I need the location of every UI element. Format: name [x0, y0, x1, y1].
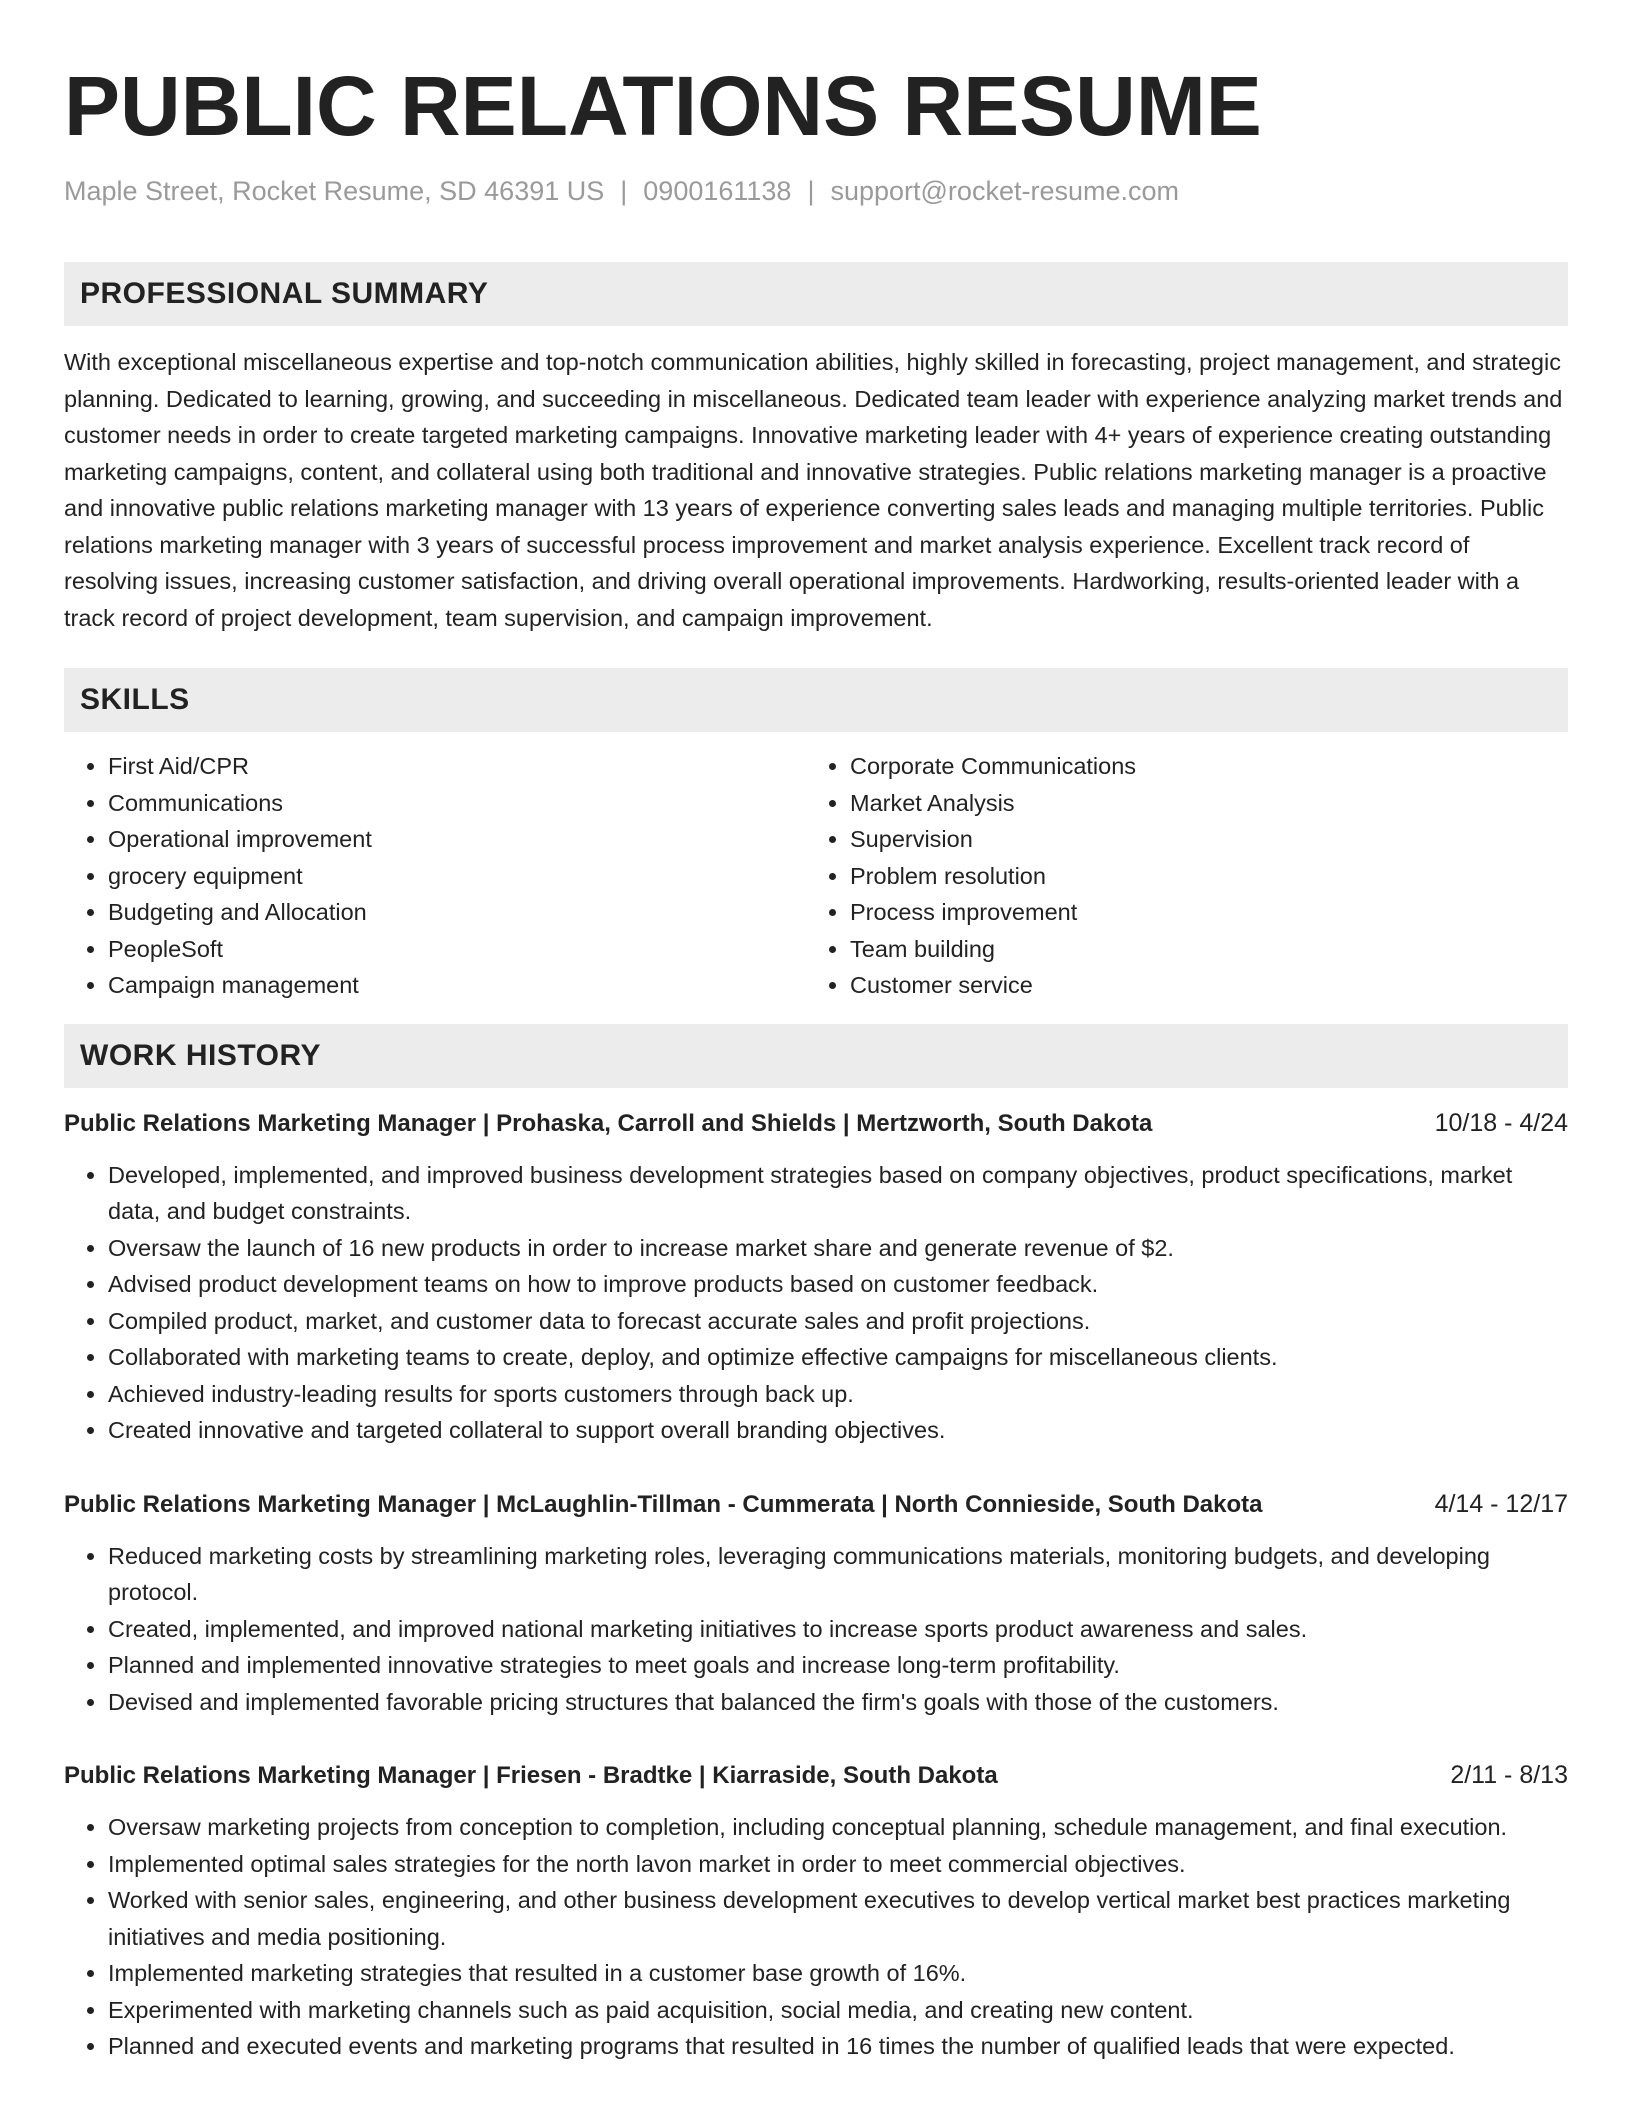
job-bullet: • Oversaw the launch of 16 new products in order to increase market share and generate revenue of $2. — [108, 1230, 1568, 1267]
job-bullet: • Planned and executed events and marketing programs that resulted in 16 times the number of qualified leads that were expected. — [108, 2028, 1568, 2065]
skill-item: • Team building — [850, 931, 1548, 968]
job-bullet: • Devised and implemented favorable pricing structures that balanced the firm's goals with those of the customers. — [108, 1684, 1568, 1721]
contact-line — [64, 174, 1568, 208]
job-title: Public Relations Marketing Manager | McLaughlin-Tillman - Cummerata | North Connieside, South Dakota — [64, 1490, 1263, 1518]
job-bullet: • Planned and implemented innovative strategies to meet goals and increase long-term profitability. — [108, 1647, 1568, 1684]
contact-phone: 0900161138 — [643, 176, 792, 206]
resume-title: PUBLIC RELATIONS RESUME — [64, 59, 1262, 153]
job-dates: 4/14 - 12/17 — [1434, 1489, 1568, 1518]
skills-list — [64, 748, 1568, 1004]
skills-column-right — [806, 748, 1548, 1004]
skill-item: • Campaign management — [108, 967, 806, 1004]
job-dates: 2/11 - 8/13 — [1450, 1761, 1568, 1789]
job-bullet: • Achieved industry-leading results for sports customers through back up. — [108, 1376, 1568, 1413]
skill-item: • Process improvement — [850, 894, 1548, 931]
resume-page — [64, 0, 1568, 2065]
section-heading-summary: PROFESSIONAL SUMMARY — [64, 262, 1568, 326]
job-entry — [64, 1487, 1568, 1721]
skill-item: • Customer service — [850, 967, 1548, 1004]
job-dates: 10/18 - 4/24 — [1434, 1108, 1568, 1137]
job-title: Public Relations Marketing Manager | Prohaska, Carroll and Shields | Mertzworth, South Dakota — [64, 1109, 1153, 1137]
skill-item: • Corporate Communications — [850, 748, 1548, 785]
job-bullet: • Reduced marketing costs by streamlining marketing roles, leveraging communications materials, monitoring budgets, and developing protocol. — [108, 1538, 1568, 1611]
job-bullet: • Oversaw marketing projects from conception to completion, including conceptual planning, schedule management, and final execution. — [108, 1809, 1568, 1846]
job-bullet-list — [64, 1809, 1568, 2065]
summary-paragraph: With exceptional miscellaneous expertise and top-notch communication abilities, highly skilled in forecasting, project management, and strategic planning. Dedicated to learning, growing, and succeeding in miscellaneous. Dedicated team leader with experience analyzing market trends and customer needs in order to create targeted marketing campaigns. Innovative marketing leader with 4+ years of experience creating outstanding marketing campaigns, content, and collateral using both traditional and innovative strategies. Public relations marketing manager is a proactive and innovative public relations marketing manager with 13 years of experience converting sales leads and managing multiple territories. Public relations marketing manager with 3 years of successful process improvement and market analysis experience. Excellent track record of resolving issues, increasing customer satisfaction, and driving overall operational improvements. Hardworking, results-oriented leader with a track record of project development, team supervision, and campaign improvement. — [64, 349, 1563, 631]
skill-item: • First Aid/CPR — [108, 748, 806, 785]
contact-email: support@rocket-resume.com — [830, 176, 1179, 206]
job-entry — [64, 1758, 1568, 2065]
skill-item: • Communications — [108, 785, 806, 822]
job-bullet: • Developed, implemented, and improved business development strategies based on company objectives, product specifications, market data, and budget constraints. — [108, 1157, 1568, 1230]
contact-separator: | — [807, 176, 815, 206]
job-bullet: • Created innovative and targeted collateral to support overall branding objectives. — [108, 1412, 1568, 1449]
skills-column-left — [64, 748, 806, 1004]
job-bullet: • Collaborated with marketing teams to create, deploy, and optimize effective campaigns for miscellaneous clients. — [108, 1339, 1568, 1376]
job-bullet: • Advised product development teams on how to improve products based on customer feedback. — [108, 1266, 1568, 1303]
skill-item: • grocery equipment — [108, 858, 806, 895]
skill-item: • Budgeting and Allocation — [108, 894, 806, 931]
skill-item: • Market Analysis — [850, 785, 1548, 822]
job-header — [64, 1106, 1568, 1141]
contact-address: Maple Street, Rocket Resume, SD 46391 US — [64, 176, 605, 206]
job-bullet-list — [64, 1538, 1568, 1721]
job-header — [64, 1487, 1568, 1522]
skill-item: • Problem resolution — [850, 858, 1548, 895]
skill-item: • Operational improvement — [108, 821, 806, 858]
job-bullet: • Compiled product, market, and customer data to forecast accurate sales and profit projections. — [108, 1303, 1568, 1340]
contact-separator: | — [620, 176, 628, 206]
section-heading-work-history: WORK HISTORY — [64, 1024, 1568, 1088]
job-bullet: • Worked with senior sales, engineering, and other business development executives to develop vertical market best practices marketing initiatives and media positioning. — [108, 1882, 1568, 1955]
job-title: Public Relations Marketing Manager | Friesen - Bradtke | Kiarraside, South Dakota — [64, 1762, 998, 1789]
job-bullet: • Created, implemented, and improved national marketing initiatives to increase sports product awareness and sales. — [108, 1611, 1568, 1648]
job-bullet: • Experimented with marketing channels such as paid acquisition, social media, and creating new content. — [108, 1992, 1568, 2029]
skill-item: • Supervision — [850, 821, 1548, 858]
job-header — [64, 1758, 1568, 1793]
section-heading-skills: SKILLS — [64, 668, 1568, 732]
job-bullet-list — [64, 1157, 1568, 1449]
job-entry — [64, 1106, 1568, 1449]
skill-item: • PeopleSoft — [108, 931, 806, 968]
job-bullet: • Implemented optimal sales strategies for the north lavon market in order to meet commercial objectives. — [108, 1846, 1568, 1883]
job-bullet: • Implemented marketing strategies that resulted in a customer base growth of 16%. — [108, 1955, 1568, 1992]
